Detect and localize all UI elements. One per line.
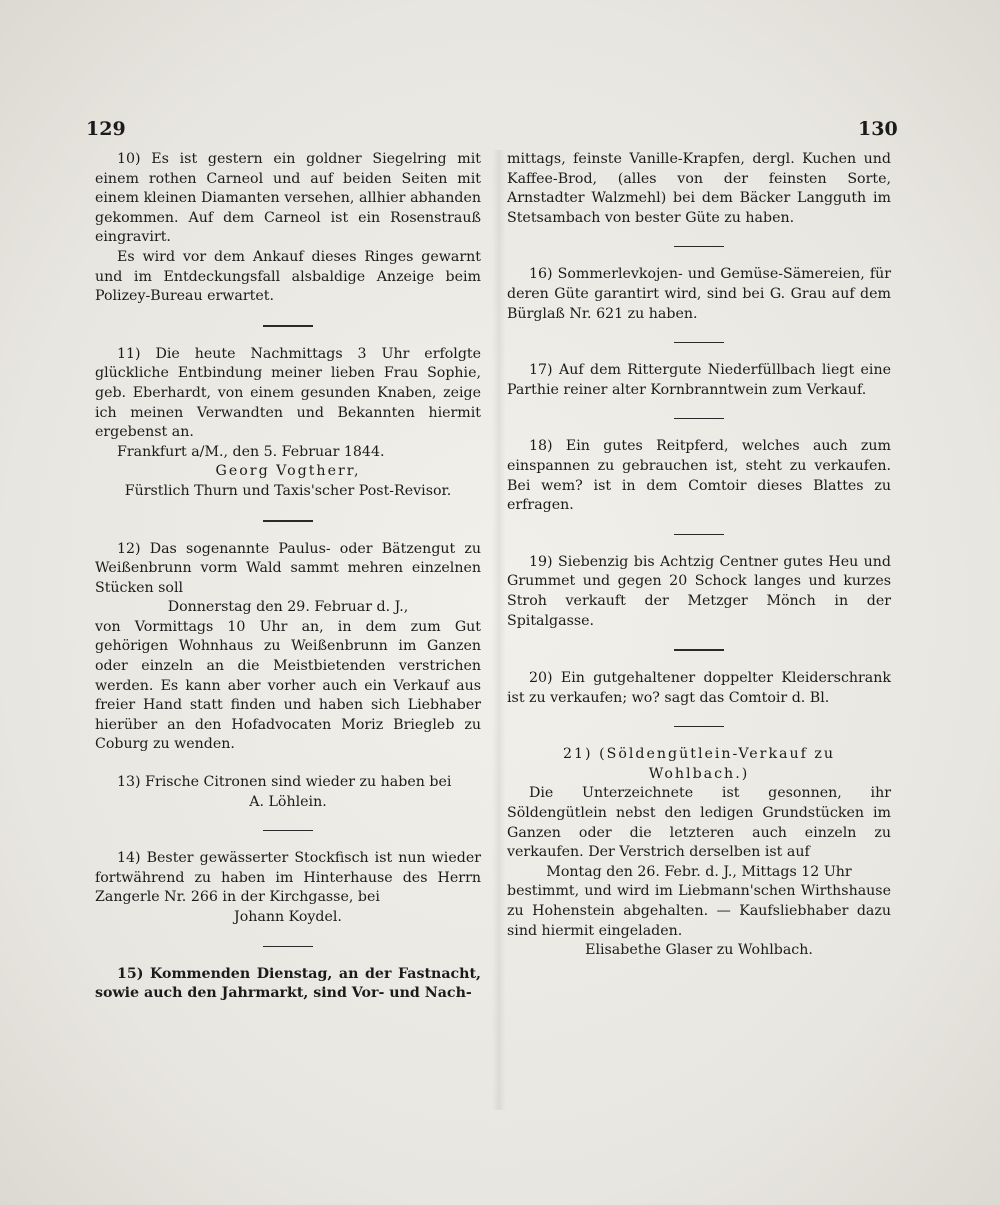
notice-21-date: Montag den 26. Febr. d. J., Mittags 12 Uhr [546, 863, 852, 880]
separator-rule [263, 946, 313, 947]
notice-12-date: Donnerstag den 29. Februar d. J., [167, 599, 409, 616]
notice-14-text: 14) Bester gewässerter Stockfisch ist nun wieder fortwährend zu haben im Hinterhause des Herrn Zangerle Nr. 266 in der Kirchgasse, bei [95, 850, 481, 906]
notice-13-text: 13) Frische Citronen sind wieder zu haben bei [117, 774, 452, 791]
notice-11-title: Fürstlich Thurn und Taxis'scher Post-Revisor. [124, 482, 452, 499]
separator-rule [674, 649, 724, 651]
page-number-left: 129 [86, 118, 126, 140]
separator-rule [674, 726, 724, 727]
notice-12-text: 12) Das sogenannte Paulus- oder Bätzengut zu Weißenbrunn vorm Wald sammt mehren einzelnen Stücken soll [95, 540, 481, 596]
notice-11-name: Georg Vogtherr, [215, 463, 361, 480]
notice-18-text: 18) Ein gutes Reitpferd, welches auch zum einspannen zu gebrauchen ist, steht zu verkaufen. Bei wem? ist in dem Comtoir dieses Blattes zu erfragen. [507, 438, 891, 514]
notice-19-text: 19) Siebenzig bis Achtzig Centner gutes Heu und Grummet und gegen 20 Schock langes und kurzes Stroh verkauft der Metzger Mönch in der Spitalgasse. [507, 553, 891, 629]
notice-21-details: bestimmt, und wird im Liebmann'schen Wirthshause zu Hohenstein abgehalten. — Kaufsliebhaber dazu sind hiermit eingeladen. [507, 883, 891, 939]
separator-rule [263, 830, 313, 831]
separator-rule [674, 534, 724, 535]
notice-13-name: A. Löhlein. [249, 793, 327, 810]
page-gutter [492, 150, 506, 1110]
page-number-right: 130 [858, 118, 898, 140]
left-column [95, 150, 481, 1004]
separator-rule [674, 342, 724, 343]
notice-21-text: Die Unterzeichnete ist gesonnen, ihr Söldengütlein nebst den ledigen Grundstücken im Ganzen oder die letzteren auch einzeln zu verkaufen. Der Verstrich derselben ist auf [507, 785, 891, 861]
right-column [507, 150, 891, 961]
notice-21-signature: Elisabethe Glaser zu Wohlbach. [585, 942, 813, 959]
notice-12-details: von Vormittags 10 Uhr an, in dem zum Gut gehörigen Wohnhaus zu Weißenbrunn im Ganzen oder einzeln an die Meistbietenden verstrichen werden. Es kann aber vorher auch ein Verkauf aus freier Hand statt finden und haben sich Liebhaber hierüber an den Hofadvocaten Moriz Briegleb zu Coburg zu wenden. [95, 618, 481, 753]
notice-10-text: 10) Es ist gestern ein goldner Siegelring mit einem rothen Carneol und auf beiden Seiten mit einem kleinen Diamanten versehen, allhier abhanden gekommen. Auf dem Carneol ist ein Rosenstrauß eingravirt. [95, 151, 481, 246]
notice-16-text: 16) Sommerlevkojen- und Gemüse-Sämereien, für deren Güte garantirt wird, sind bei G. Grau auf dem Bürglaß Nr. 621 zu haben. [507, 266, 891, 322]
separator-rule [263, 325, 313, 327]
notice-15-continued: mittags, feinste Vanille-Krapfen, dergl. Kuchen und Kaffee-Brod, (alles von der feinsten Sorte, Arnstadter Walzmehl) bei dem Bäcker Langguth im Stetsambach von bester Güte zu haben. [507, 151, 891, 226]
notice-17-text: 17) Auf dem Rittergute Niederfüllbach liegt eine Parthie reiner alter Kornbranntwein zum Verkauf. [507, 362, 891, 398]
separator-rule [263, 520, 313, 522]
notice-21-heading-place: Wohlbach.) [648, 765, 750, 782]
notice-11-text: 11) Die heute Nachmittags 3 Uhr erfolgte glückliche Entbindung meiner lieben Frau Sophie, geb. Eberhardt, von einem gesunden Knaben, zeige ich meinen Verwandten und Bekannten hiermit ergebenst an. [95, 345, 481, 441]
notice-14-name: Johann Koydel. [234, 909, 342, 925]
separator-rule [674, 418, 724, 419]
notice-11-place-date: Frankfurt a/M., den 5. Februar 1844. [117, 443, 385, 460]
notice-10-warning: Es wird vor dem Ankauf dieses Ringes gewarnt und im Entdeckungsfall alsbaldige Anzeige beim Polizey-Bureau erwartet. [95, 248, 481, 305]
notice-20-text: 20) Ein gutgehaltener doppelter Kleiderschrank ist zu verkaufen; wo? sagt das Comtoir d. Bl. [507, 670, 891, 706]
separator-rule [674, 246, 724, 247]
notice-15-text: 15) Kommenden Dienstag, an der Fastnacht, sowie auch den Jahrmarkt, sind Vor- und Nach- [95, 965, 481, 1002]
notice-21-heading: 21) (Söldengütlein-Verkauf zu [562, 746, 836, 763]
